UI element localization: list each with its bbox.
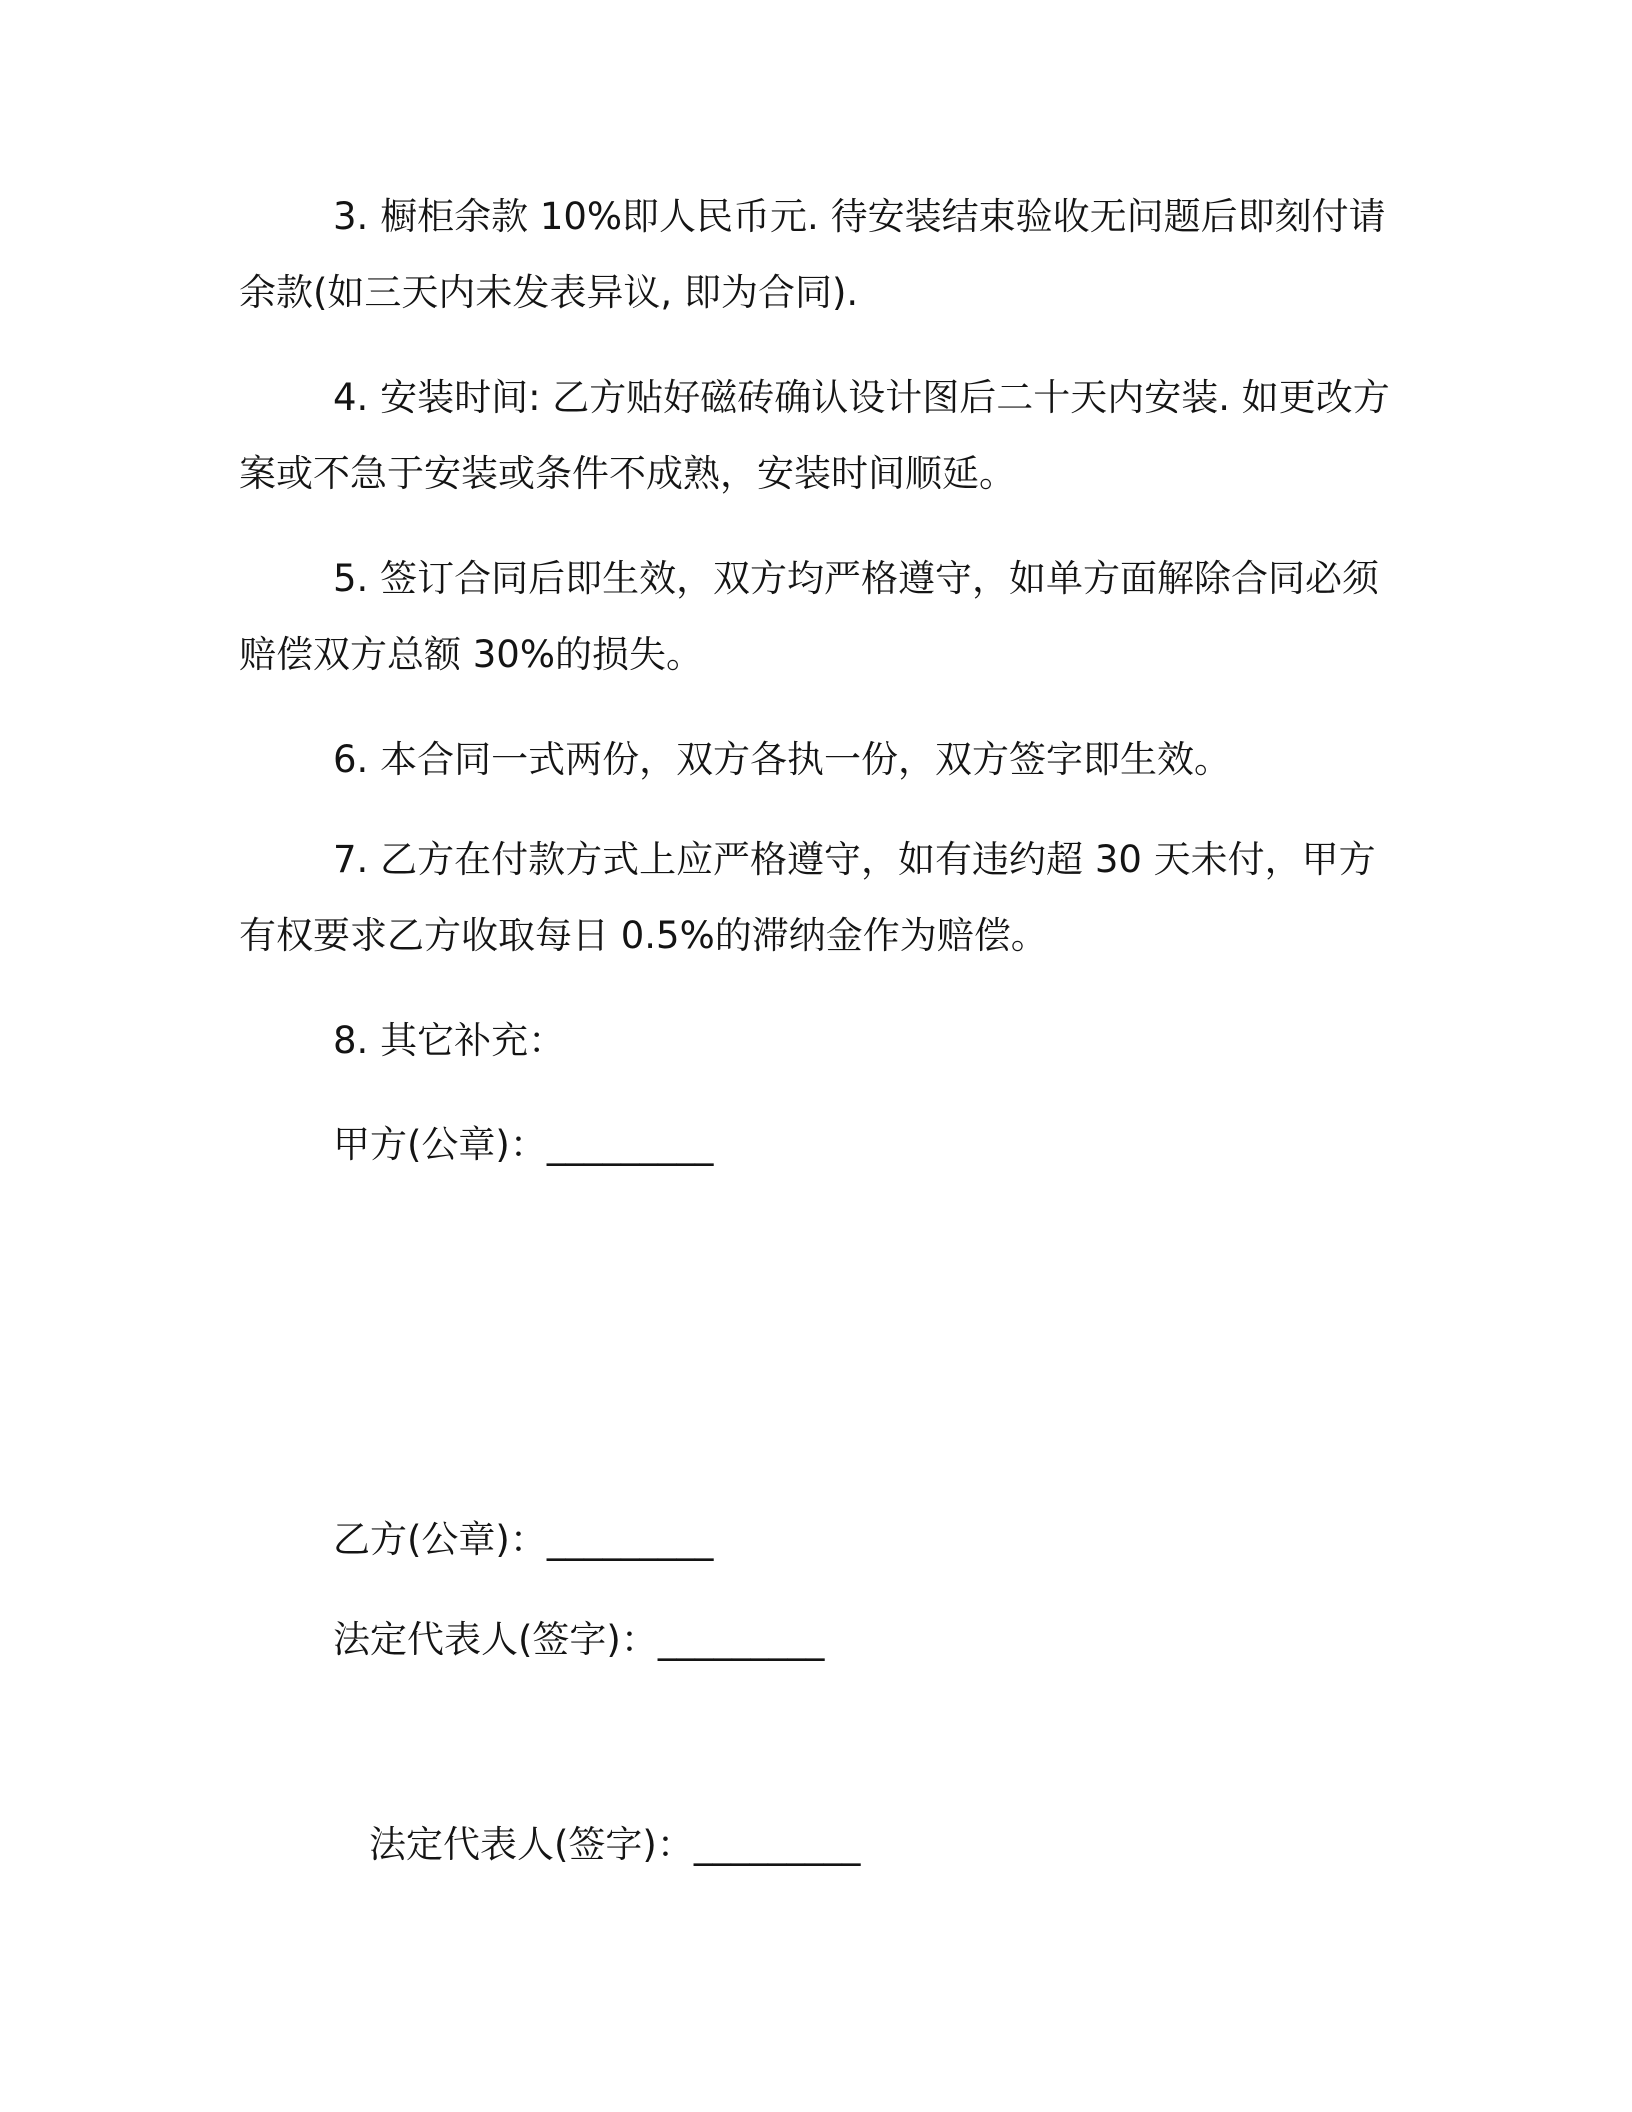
clause-7-line-2: 有权要求乙方收取每日 0.5%的滞纳金作为赔偿。 (239, 914, 1048, 957)
legal-representative-signature-line: 法定代表人(签字)：_________ (333, 1618, 825, 1661)
clause-4-line-2: 案或不急于安装或条件不成熟，安装时间顺延。 (239, 452, 1016, 495)
legal-representative-signature-line-2: 法定代表人(签字)：_________ (369, 1823, 861, 1866)
clause-8-line-1: 8. 其它补充： (333, 1019, 566, 1062)
party-a-signature-line: 甲方(公章)：_________ (333, 1123, 714, 1166)
clause-7-line-1: 7. 乙方在付款方式上应严格遵守，如有违约超 30 天未付，甲方 (333, 838, 1376, 881)
party-b-signature-line: 乙方(公章)：_________ (333, 1518, 714, 1561)
clause-3-line-1: 3. 橱柜余款 10%即人民币元. 待安装结束验收无问题后即刻付请 (333, 195, 1386, 238)
clause-5-line-1: 5. 签订合同后即生效，双方均严格遵守，如单方面解除合同必须 (333, 557, 1380, 600)
clause-4-line-1: 4. 安装时间: 乙方贴好磁砖确认设计图后二十天内安装. 如更改方 (333, 376, 1390, 419)
clause-6-line-1: 6. 本合同一式两份，双方各执一份，双方签字即生效。 (333, 738, 1232, 781)
clause-3-line-2: 余款(如三天内未发表异议, 即为合同). (239, 271, 859, 314)
clause-5-line-2: 赔偿双方总额 30%的损失。 (239, 633, 703, 676)
